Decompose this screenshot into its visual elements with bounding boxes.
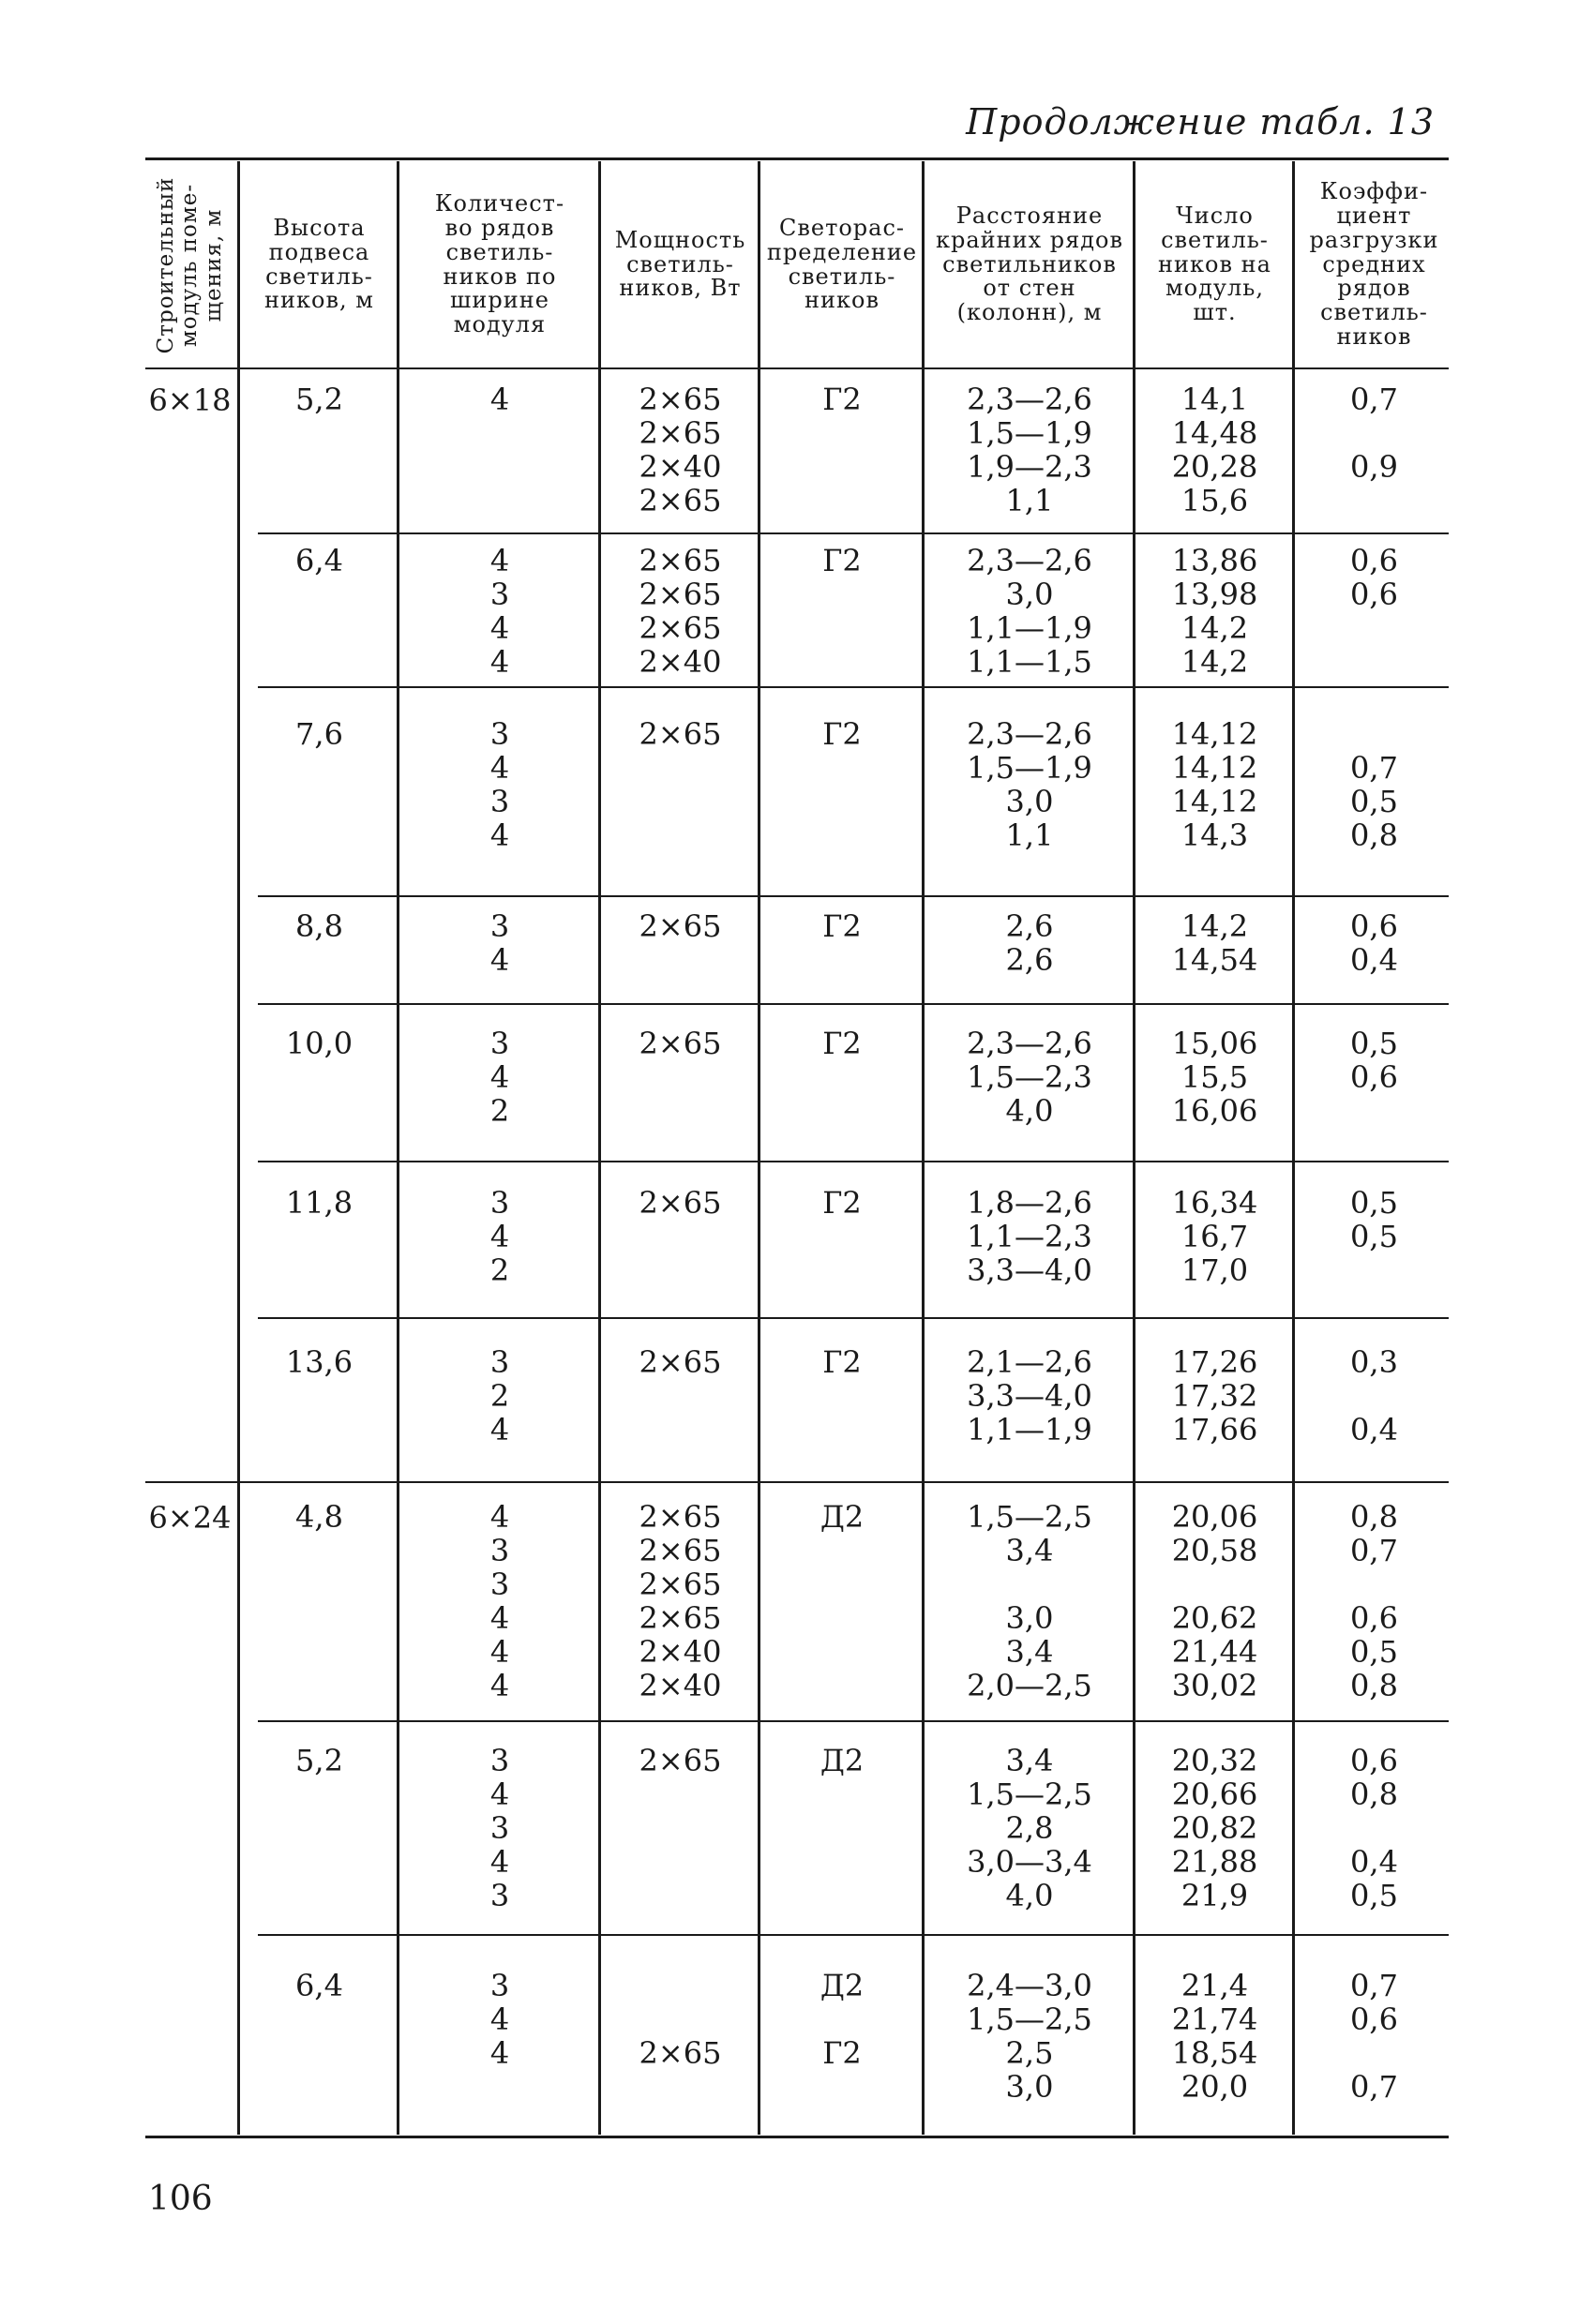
cell-line: Г2	[822, 2035, 862, 2071]
cell-line: 1,8—2,6	[967, 1185, 1092, 1221]
cell-count	[1137, 1345, 1292, 1447]
cell-dist	[762, 1027, 922, 1060]
cell-line: 0,4	[1350, 1844, 1398, 1880]
cell-line: 3	[489, 1185, 510, 1221]
cell-line: 2,3—2,6	[967, 382, 1092, 417]
header-height: Высота подвеса светиль- ников, м	[264, 214, 374, 314]
cell-line: 1,1—1,9	[967, 610, 1092, 646]
cell-line: 14,48	[1171, 415, 1258, 451]
cell-spacing	[926, 717, 1133, 852]
cell-dist	[762, 1744, 922, 1777]
cell-line: 2×40	[639, 644, 722, 680]
cell-line: 3	[489, 1344, 510, 1380]
cell-line: 4	[489, 1219, 510, 1254]
cell-line: 3	[489, 1810, 510, 1846]
cell-line: 17,66	[1171, 1412, 1258, 1447]
cell-line: 2×40	[639, 1634, 722, 1670]
cell-coef	[1297, 1500, 1451, 1702]
cell-line: 3,0	[1005, 577, 1054, 612]
cell-spacing	[926, 1969, 1133, 2104]
cell-line: Д2	[820, 1743, 865, 1778]
cell-count	[1137, 717, 1292, 852]
cell-line: 20,66	[1171, 1777, 1258, 1812]
cell-height	[242, 544, 397, 577]
cell-line: 16,7	[1180, 1219, 1249, 1254]
cell-line: 11,8	[285, 1185, 353, 1221]
cell-line: 2,3—2,6	[967, 1026, 1092, 1061]
cell-line: 21,9	[1180, 1878, 1249, 1913]
cell-power	[603, 1186, 758, 1220]
cell-line	[1297, 1567, 1451, 1601]
cell-power	[603, 1744, 758, 1777]
cell-line: 4	[489, 1600, 510, 1636]
cell-line: 4	[489, 750, 510, 786]
cell-line: 2,5	[1005, 2035, 1054, 2071]
cell-line: 13,6	[285, 1344, 353, 1380]
cell-line: Г2	[822, 908, 862, 944]
cell-line	[1297, 1379, 1451, 1413]
column-rule	[1133, 161, 1135, 2135]
cell-line: 2,1—2,6	[967, 1344, 1092, 1380]
cell-count	[1137, 909, 1292, 977]
cell-spacing	[926, 1186, 1133, 1287]
cell-line: Г2	[822, 543, 862, 578]
cell-spacing	[926, 1500, 1133, 1702]
cell-line: 17,32	[1171, 1378, 1258, 1414]
cell-dist	[762, 1186, 922, 1220]
table-top-rule	[145, 157, 1449, 160]
cell-line	[926, 1567, 1133, 1601]
cell-dist	[762, 1345, 922, 1379]
cell-line: 2×65	[639, 1567, 722, 1602]
cell-height	[242, 1345, 397, 1379]
cell-line: 0,3	[1350, 1344, 1398, 1380]
cell-line: Д2	[820, 1968, 865, 2003]
cell-line: 3,3—4,0	[967, 1378, 1092, 1414]
group-rule	[258, 1720, 1449, 1722]
cell-line: 4,0	[1005, 1878, 1054, 1913]
cell-line: 2,6	[1005, 908, 1054, 944]
cell-line: 2×65	[639, 1533, 722, 1568]
cell-line: 14,12	[1171, 716, 1258, 752]
group-rule	[258, 532, 1449, 534]
cell-coef	[1297, 1744, 1451, 1912]
cell-line: 2,4—3,0	[967, 1968, 1092, 2003]
cell-line: 2	[489, 1378, 510, 1414]
column-rule	[598, 161, 601, 2135]
group-rule	[258, 686, 1449, 688]
cell-count	[1137, 1744, 1292, 1912]
cell-line: 6,4	[295, 543, 343, 578]
cell-line: 2×65	[639, 1743, 722, 1778]
cell-line: 0,6	[1350, 2002, 1398, 2037]
cell-coef	[1297, 909, 1451, 977]
cell-dist	[762, 717, 922, 751]
header-module: Строительный модуль поме- щения, м	[153, 176, 226, 353]
cell-dist	[762, 909, 922, 943]
cell-power	[603, 1345, 758, 1379]
cell-line: 3,0—3,4	[967, 1844, 1092, 1880]
cell-line: 1,5—1,9	[967, 750, 1092, 786]
cell-line: 0,7	[1350, 1968, 1398, 2003]
cell-rows	[401, 1186, 598, 1287]
cell-line: 2×40	[639, 1668, 722, 1703]
group-rule	[258, 1317, 1449, 1319]
cell-line: 3	[489, 1026, 510, 1061]
cell-rows	[401, 382, 598, 416]
cell-line: 2,0—2,5	[967, 1668, 1092, 1703]
cell-coef	[1297, 1969, 1451, 2104]
cell-line: 4	[489, 1059, 510, 1095]
cell-line: 0,8	[1350, 1499, 1398, 1535]
cell-rows	[401, 1744, 598, 1912]
cell-line	[1297, 2036, 1451, 2070]
cell-line: 2×65	[639, 716, 722, 752]
cell-count	[1137, 1186, 1292, 1287]
cell-rows	[401, 1027, 598, 1128]
header-coefficient: Коэффи- циент разгрузки средних рядов светиль- ников	[1309, 177, 1439, 351]
cell-line: 14,2	[1180, 644, 1249, 680]
cell-power	[603, 1969, 758, 2070]
cell-height	[242, 717, 397, 751]
cell-line: Г2	[822, 382, 862, 417]
cell-height	[242, 1186, 397, 1220]
cell-power	[603, 1500, 758, 1702]
cell-line: 0,5	[1350, 1219, 1398, 1254]
cell-line: 4	[489, 2002, 510, 2037]
cell-line: 1,1—2,3	[967, 1219, 1092, 1254]
cell-line	[1137, 1567, 1292, 1601]
cell-line: 2	[489, 1252, 510, 1288]
cell-line	[1297, 1094, 1451, 1128]
cell-line: 2×65	[639, 543, 722, 578]
table-caption: Продолжение табл. 13	[966, 101, 1435, 142]
cell-line: 1,5—1,9	[967, 415, 1092, 451]
cell-coef	[1297, 1027, 1451, 1128]
group-rule	[258, 1161, 1449, 1162]
cell-line: 20,58	[1171, 1533, 1258, 1568]
cell-line: 20,62	[1171, 1600, 1258, 1636]
cell-power	[603, 909, 758, 943]
cell-line: 3,0	[1005, 784, 1054, 819]
cell-line: 0,7	[1350, 2069, 1398, 2105]
cell-line	[1297, 416, 1451, 450]
cell-line: 3	[489, 784, 510, 819]
cell-line: 2×65	[639, 1185, 722, 1221]
cell-line	[1297, 484, 1451, 517]
cell-line: Г2	[822, 1185, 862, 1221]
cell-coef	[1297, 717, 1451, 852]
cell-line: 3,3—4,0	[967, 1252, 1092, 1288]
cell-line: 2×65	[639, 382, 722, 417]
cell-line: 1,5—2,3	[967, 1059, 1092, 1095]
cell-power	[603, 1027, 758, 1060]
cell-height	[242, 909, 397, 943]
cell-line: 17,26	[1171, 1344, 1258, 1380]
cell-line: 15,6	[1180, 483, 1249, 518]
cell-dist	[762, 544, 922, 577]
cell-line: 21,44	[1171, 1634, 1258, 1670]
cell-line: 2×40	[639, 449, 722, 485]
column-rule	[237, 161, 240, 2135]
cell-line: 3,4	[1005, 1634, 1054, 1670]
cell-line: 4	[489, 382, 510, 417]
cell-power	[603, 717, 758, 751]
cell-line: 4	[489, 2035, 510, 2071]
cell-line: 2×65	[639, 577, 722, 612]
cell-spacing	[926, 544, 1133, 679]
cell-line: 14,1	[1180, 382, 1249, 417]
cell-line: 1,9—2,3	[967, 449, 1092, 485]
cell-line: Г2	[822, 1344, 862, 1380]
cell-height	[242, 1027, 397, 1060]
cell-line: 3	[489, 1968, 510, 2003]
cell-spacing	[926, 909, 1133, 977]
cell-line: 20,32	[1171, 1743, 1258, 1778]
cell-line: 0,7	[1350, 750, 1398, 786]
cell-line: 1,5—2,5	[967, 1777, 1092, 1812]
cell-line: 14,2	[1180, 908, 1249, 944]
cell-dist	[762, 382, 922, 416]
cell-line: 4	[489, 1412, 510, 1447]
cell-spacing	[926, 1345, 1133, 1447]
cell-line: 0,6	[1350, 1059, 1398, 1095]
cell-count	[1137, 382, 1292, 517]
cell-line: 21,74	[1171, 2002, 1258, 2037]
cell-line: 16,34	[1171, 1185, 1258, 1221]
cell-coef	[1297, 1345, 1451, 1447]
cell-line: 0,4	[1350, 942, 1398, 978]
cell-line: 1,1	[1005, 483, 1054, 518]
cell-count	[1137, 1500, 1292, 1702]
cell-line: 13,86	[1171, 543, 1258, 578]
cell-line: 3,4	[1005, 1533, 1054, 1568]
cell-line: 2	[489, 1093, 510, 1129]
cell-line: 0,6	[1350, 1743, 1398, 1778]
cell-spacing	[926, 1027, 1133, 1128]
column-rule	[922, 161, 925, 2135]
cell-line: 2×65	[639, 1600, 722, 1636]
cell-line	[1297, 611, 1451, 645]
cell-line: 0,7	[1350, 1533, 1398, 1568]
cell-line: 0,8	[1350, 1777, 1398, 1812]
cell-line: 18,54	[1171, 2035, 1258, 2071]
cell-line	[762, 2002, 922, 2036]
cell-line: 20,28	[1171, 449, 1258, 485]
cell-dist	[762, 1969, 922, 2070]
cell-line: 4	[489, 610, 510, 646]
group-rule	[258, 1003, 1449, 1005]
cell-rows	[401, 1500, 598, 1702]
cell-count	[1137, 1027, 1292, 1128]
header-count: Число светиль- ников на модуль, шт.	[1158, 202, 1271, 326]
cell-line: 0,5	[1350, 1878, 1398, 1913]
cell-line: 0,6	[1350, 908, 1398, 944]
header-rows: Количест- во рядов светиль- ников по ширине модуля	[434, 189, 565, 338]
table-bottom-rule	[145, 2136, 1449, 2138]
column-rule	[397, 161, 399, 2135]
cell-line: 16,06	[1171, 1093, 1258, 1129]
cell-line: 1,5—2,5	[967, 2002, 1092, 2037]
cell-line	[1297, 717, 1451, 751]
cell-coef	[1297, 1186, 1451, 1287]
cell-line: 14,54	[1171, 942, 1258, 978]
cell-line: Д2	[820, 1499, 865, 1535]
cell-line: 15,06	[1171, 1026, 1258, 1061]
cell-line: 1,1—1,5	[967, 644, 1092, 680]
header-distribution: Светорас- пределение светиль- ников	[766, 214, 918, 314]
cell-rows	[401, 544, 598, 679]
cell-line	[603, 2002, 758, 2036]
cell-line: 2×65	[639, 1026, 722, 1061]
cell-line: 4,8	[295, 1499, 343, 1535]
cell-line: 4	[489, 644, 510, 680]
cell-line: 1,1	[1005, 817, 1054, 853]
cell-line: 2,6	[1005, 942, 1054, 978]
module-label: 6×24	[148, 1500, 232, 1536]
cell-line: 21,88	[1171, 1844, 1258, 1880]
cell-line: 3,0	[1005, 1600, 1054, 1636]
column-rule	[1292, 161, 1295, 2135]
cell-coef	[1297, 382, 1451, 517]
column-rule	[758, 161, 760, 2135]
cell-line	[1297, 1253, 1451, 1287]
cell-line	[1297, 1811, 1451, 1845]
cell-rows	[401, 717, 598, 852]
cell-line: 3	[489, 577, 510, 612]
cell-rows	[401, 1345, 598, 1447]
cell-height	[242, 1500, 397, 1534]
cell-height	[242, 382, 397, 416]
cell-line: 3	[489, 1533, 510, 1568]
cell-line: 2×65	[639, 1499, 722, 1535]
cell-line: 4,0	[1005, 1093, 1054, 1129]
cell-line: 4	[489, 543, 510, 578]
cell-line: 1,1—1,9	[967, 1412, 1092, 1447]
cell-line: 15,5	[1180, 1059, 1249, 1095]
cell-line: 8,8	[295, 908, 343, 944]
cell-line	[1297, 645, 1451, 679]
cell-line: 4	[489, 817, 510, 853]
cell-line: 0,6	[1350, 543, 1398, 578]
cell-line: 3	[489, 1743, 510, 1778]
cell-line: 0,5	[1350, 1634, 1398, 1670]
cell-height	[242, 1744, 397, 1777]
cell-line: 21,4	[1180, 1968, 1249, 2003]
group-rule	[145, 1481, 1449, 1483]
cell-line: 14,2	[1180, 610, 1249, 646]
cell-line: 4	[489, 1777, 510, 1812]
cell-line: 5,2	[295, 382, 343, 417]
header-power: Мощность светиль- ников, Вт	[614, 226, 746, 302]
cell-line: 1,5—2,5	[967, 1499, 1092, 1535]
cell-dist	[762, 1500, 922, 1534]
cell-line: 20,06	[1171, 1499, 1258, 1535]
cell-line: 7,6	[295, 716, 343, 752]
cell-rows	[401, 1969, 598, 2070]
cell-height	[242, 1969, 397, 2002]
cell-count	[1137, 544, 1292, 679]
cell-line: 14,12	[1171, 750, 1258, 786]
cell-line: 0,9	[1350, 449, 1398, 485]
cell-line: 13,98	[1171, 577, 1258, 612]
cell-line: 30,02	[1171, 1668, 1258, 1703]
cell-power	[603, 544, 758, 679]
cell-rows	[401, 909, 598, 977]
cell-line: 4	[489, 1499, 510, 1535]
cell-line: 4	[489, 942, 510, 978]
cell-line: 3	[489, 908, 510, 944]
module-label: 6×18	[148, 382, 232, 418]
cell-line: 0,5	[1350, 784, 1398, 819]
cell-line: 14,3	[1180, 817, 1249, 853]
cell-line: 4	[489, 1844, 510, 1880]
cell-line: 2,8	[1005, 1810, 1054, 1846]
group-rule	[258, 1934, 1449, 1936]
cell-line: 0,4	[1350, 1412, 1398, 1447]
cell-line: 3	[489, 1878, 510, 1913]
cell-line: 2×65	[639, 1344, 722, 1380]
group-rule	[258, 895, 1449, 897]
cell-line: 3,0	[1005, 2069, 1054, 2105]
cell-line: 14,12	[1171, 784, 1258, 819]
cell-line: 4	[489, 1634, 510, 1670]
table-header-rule	[145, 367, 1449, 369]
cell-line: 20,82	[1171, 1810, 1258, 1846]
cell-line: 0,8	[1350, 1668, 1398, 1703]
cell-line: 17,0	[1180, 1252, 1249, 1288]
cell-line: 3	[489, 716, 510, 752]
cell-line	[603, 1969, 758, 2002]
cell-line: 2×65	[639, 610, 722, 646]
cell-line: 0,7	[1350, 382, 1398, 417]
cell-line: 0,5	[1350, 1026, 1398, 1061]
cell-line: 0,5	[1350, 1185, 1398, 1221]
cell-line: Г2	[822, 1026, 862, 1061]
cell-count	[1137, 1969, 1292, 2104]
cell-line: 5,2	[295, 1743, 343, 1778]
cell-line: 2×65	[639, 415, 722, 451]
cell-spacing	[926, 382, 1133, 517]
cell-line: 4	[489, 1668, 510, 1703]
cell-line: 3,4	[1005, 1743, 1054, 1778]
cell-line: Г2	[822, 716, 862, 752]
cell-line: 10,0	[285, 1026, 353, 1061]
page-number: 106	[148, 2180, 213, 2218]
cell-line: 6,4	[295, 1968, 343, 2003]
cell-line: 2×65	[639, 908, 722, 944]
cell-line: 2×65	[639, 483, 722, 518]
cell-line: 0,6	[1350, 577, 1398, 612]
cell-coef	[1297, 544, 1451, 679]
cell-line: 0,8	[1350, 817, 1398, 853]
header-spacing: Расстояние крайних рядов светильников от стен (колонн), м	[935, 202, 1124, 326]
cell-line: 2,3—2,6	[967, 716, 1092, 752]
cell-spacing	[926, 1744, 1133, 1912]
cell-line: 3	[489, 1567, 510, 1602]
cell-line: 20,0	[1180, 2069, 1249, 2105]
cell-line: 0,6	[1350, 1600, 1398, 1636]
cell-power	[603, 382, 758, 517]
cell-line: 2,3—2,6	[967, 543, 1092, 578]
cell-line: 2×65	[639, 2035, 722, 2071]
